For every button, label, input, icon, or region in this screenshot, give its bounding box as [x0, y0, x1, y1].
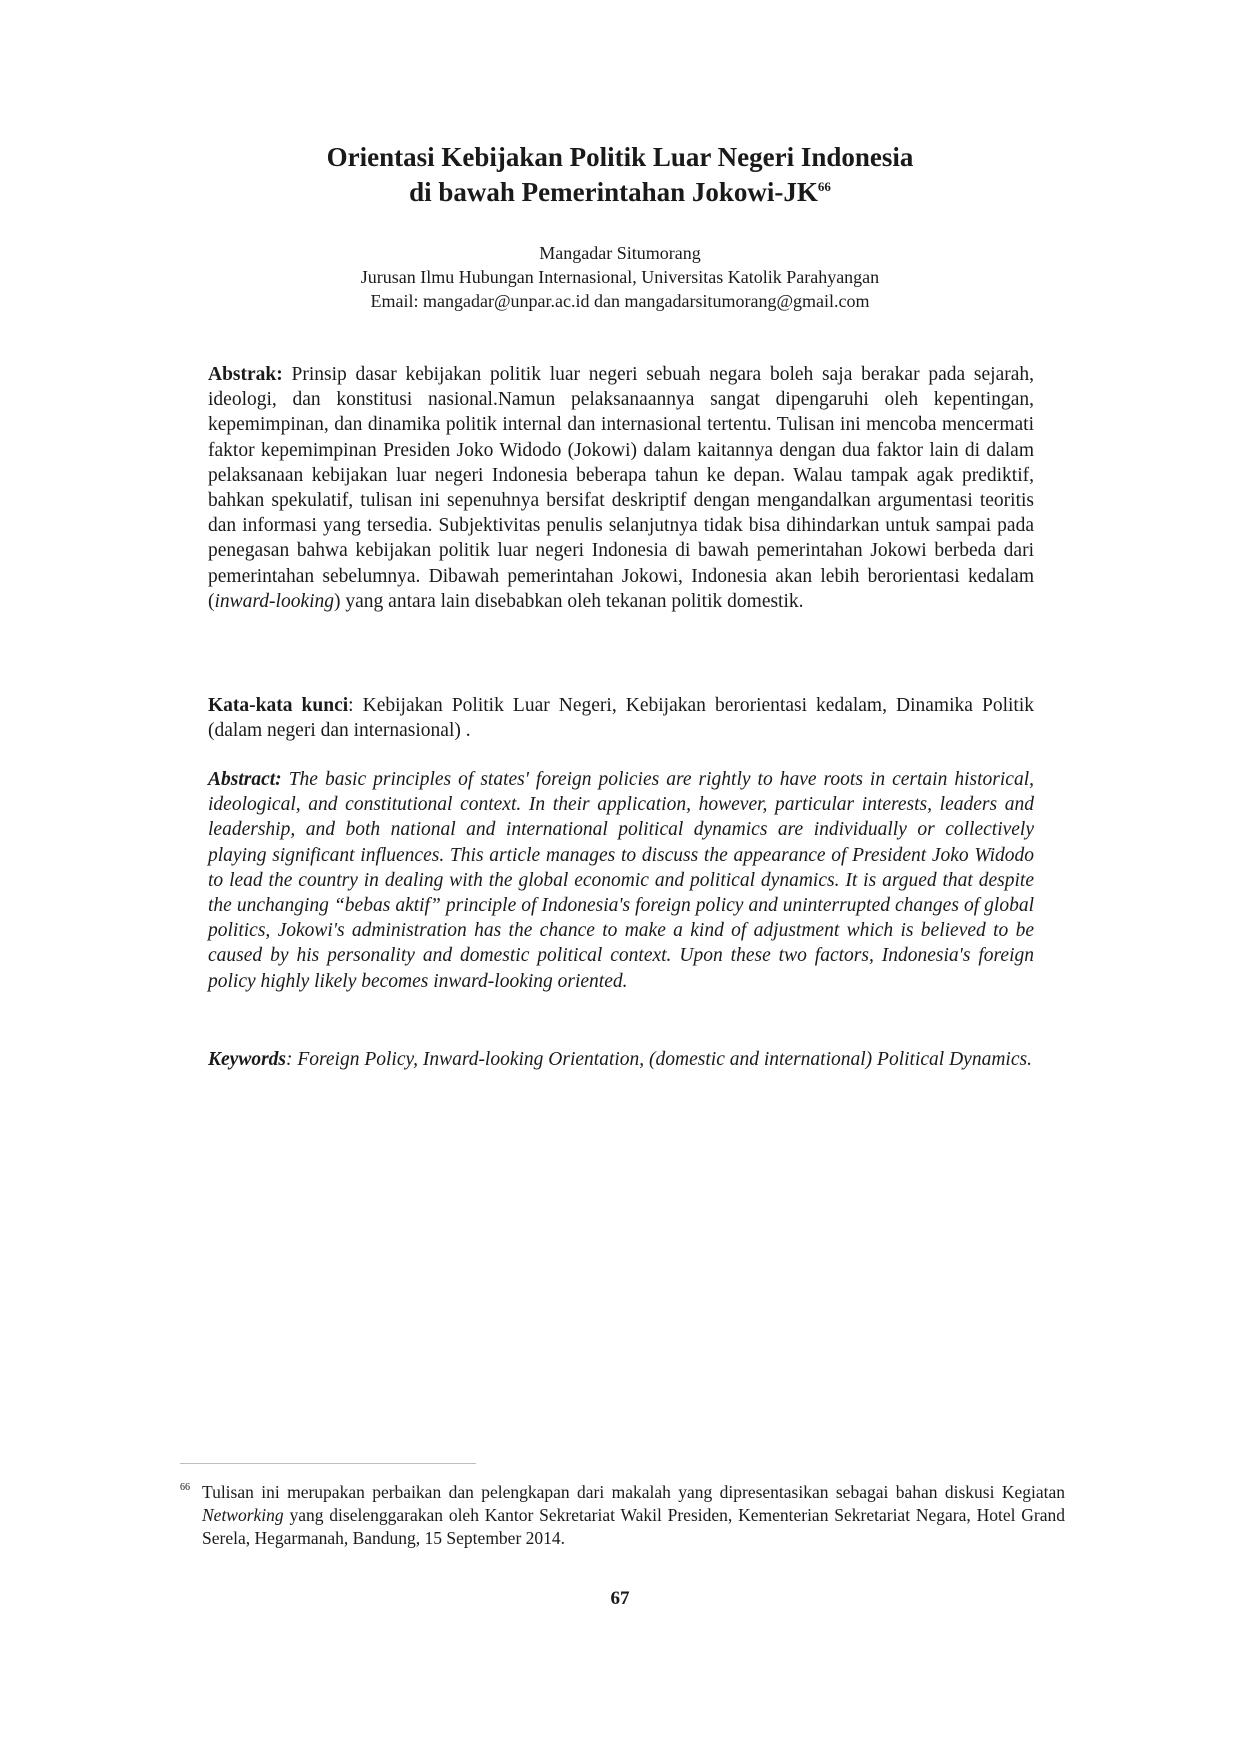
footnote-mark: 66	[180, 1482, 190, 1493]
author-name: Mangadar Situmorang	[539, 243, 701, 263]
author-affiliation: Jurusan Ilmu Hubungan Internasional, Universitas Katolik Parahyangan	[360, 267, 880, 287]
title-line-1: Orientasi Kebijakan Politik Luar Negeri Indonesia	[326, 142, 914, 172]
footnote-divider	[180, 1463, 476, 1464]
abstrak-paragraph	[208, 362, 1034, 614]
author-email: Email: mangadar@unpar.ac.id dan mangadarsitumorang@gmail.com	[370, 291, 870, 311]
abstract-label: Abstract:	[208, 769, 282, 790]
title-footnote-ref[interactable]: 66	[817, 179, 831, 194]
footnote-italic-term: Networking	[202, 1505, 284, 1525]
keywords-label: Keywords	[208, 1049, 286, 1070]
abstrak-label: Abstrak:	[208, 364, 283, 385]
keywords-text: : Foreign Policy, Inward-looking Orientation, (domestic and international) Political Dynamics.	[286, 1049, 1032, 1070]
kata-kunci-label: Kata-kata kunci	[208, 695, 349, 716]
abstract-text: The basic principles of states' foreign policies are rightly to have roots in certain historical, ideological, and constitutional context. In their application, however, particular interests, leaders and leadership, and both national and international political dynamics are individually or collectively playing significant influences. This article manages to discuss the appearance of President Joko Widodo to lead the country in dealing with the global economic and political dynamics. It is argued that despite the unchanging “bebas aktif” principle of Indonesia's foreign policy and uninterrupted changes of global politics, Jokowi's administration has the chance to make a kind of adjustment which is believed to be caused by his personality and domestic political context. Upon these two factors, Indonesia's foreign policy highly likely becomes inward-looking oriented.	[208, 769, 1034, 992]
footnote-text-end: yang diselenggarakan oleh Kantor Sekretariat Wakil Presiden, Kementerian Sekretariat Negara, Hotel Grand Serela, Hegarmanah, Bandung, 15 September 2014.	[202, 1505, 1065, 1548]
footnote	[180, 1481, 1065, 1550]
author-block	[160, 241, 1080, 313]
abstract-paragraph	[208, 767, 1034, 994]
abstrak-italic-term: inward-looking	[214, 590, 335, 612]
keywords-paragraph	[208, 1047, 1034, 1072]
page-number: 67	[610, 1588, 630, 1609]
title-line-2: di bawah Pemerintahan Jokowi-JK	[409, 177, 818, 207]
abstrak-text: Prinsip dasar kebijakan politik luar negeri sebuah negara boleh saja berakar pada sejarah, ideologi, dan konstitusi nasional.Namun pelaksanaannya sangat dipengaruhi oleh kepentingan, kepemimpinan, dan dinamika politik internal dan internasional tertentu. Tulisan ini mencoba mencermati faktor kepemimpinan Presiden Joko Widodo (Jokowi) dalam kaitannya dengan dua faktor lain di dalam pelaksanaan kebijakan luar negeri Indonesia beberapa tahun ke depan. Walau tampak agak prediktif, bahkan spekulatif, tulisan ini sepenuhnya bersifat deskriptif dengan mengandalkan argumentasi teoritis dan informasi yang tersedia. Subjektivitas penulis selanjutnya tidak bisa dihindarkan untuk sampai pada penegasan bahwa kebijakan politik luar negeri Indonesia di bawah pemerintahan Jokowi berbeda dari pemerintahan sebelumnya. Dibawah pemerintahan Jokowi, Indonesia akan lebih berorientasi kedalam (	[208, 364, 1034, 612]
footnote-text	[202, 1481, 1065, 1550]
paper-title	[160, 140, 1080, 210]
abstrak-text-end: ) yang antara lain disebabkan oleh tekanan politik domestik.	[334, 590, 804, 612]
kata-kunci-paragraph	[208, 693, 1034, 743]
footnote-text-start: Tulisan ini merupakan perbaikan dan pelengkapan dari makalah yang dipresentasikan sebagai bahan diskusi Kegiatan	[202, 1482, 1065, 1502]
kata-kunci-text: : Kebijakan Politik Luar Negeri, Kebijakan berorientasi kedalam, Dinamika Politik (dalam negeri dan internasional) .	[208, 695, 1034, 742]
